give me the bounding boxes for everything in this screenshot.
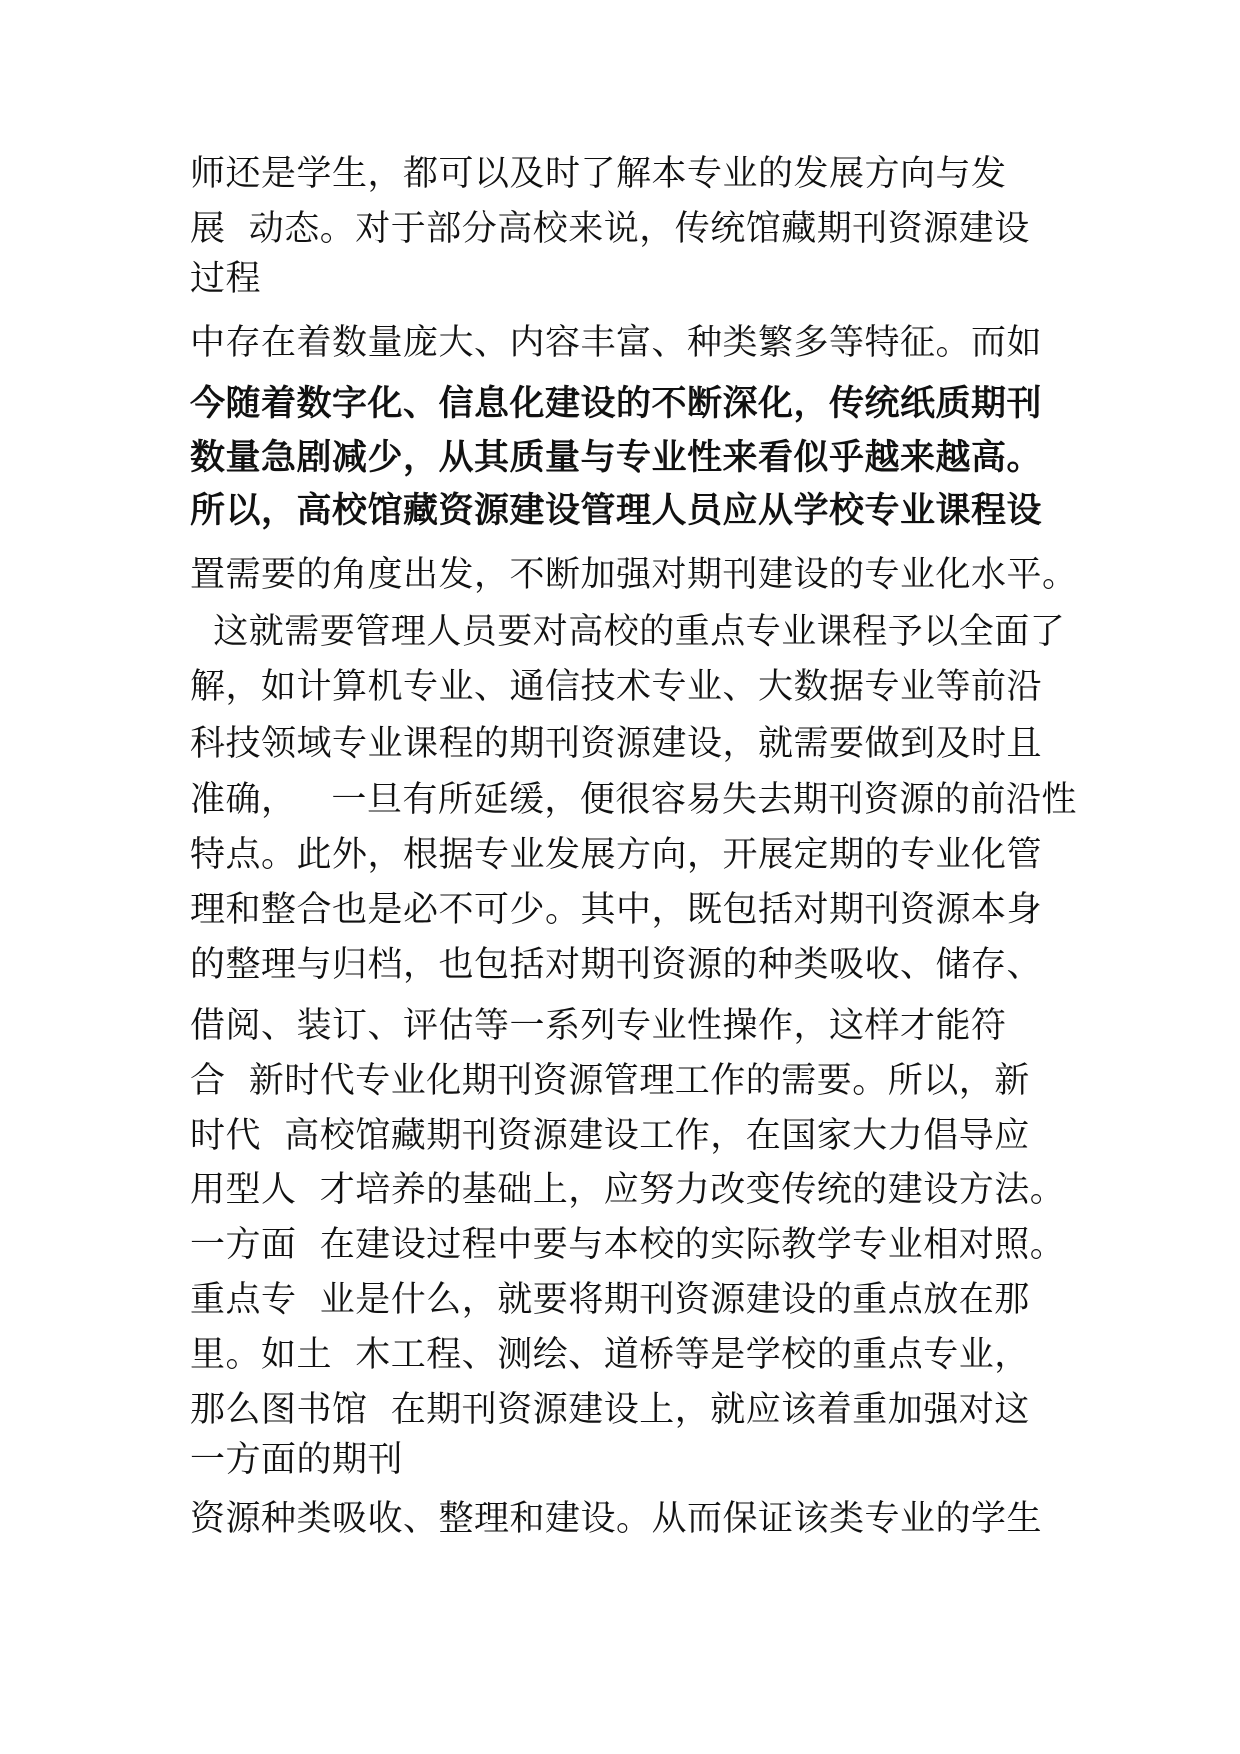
text-line: 置需要的角度出发，不断加强对期刊建设的专业化水平。 (190, 555, 1078, 595)
text-line: 用型人 才培养的基础上，应努力改变传统的建设方法。 (190, 1170, 1066, 1210)
text-line: 解，如计算机专业、通信技术专业、大数据专业等前沿 (190, 667, 1043, 707)
text-line: 师还是学生，都可以及时了解本专业的发展方向与发 (190, 154, 1007, 194)
text-line: 中存在着数量庞大、内容丰富、种类繁多等特征。而如 (190, 323, 1043, 363)
text-line-bold: 所以，高校馆藏资源建设管理人员应从学校专业课程设 (190, 491, 1043, 531)
text-line: 理和整合也是必不可少。其中，既包括对期刊资源本身 (190, 890, 1043, 930)
text-line: 特点。此外，根据专业发展方向，开展定期的专业化管 (190, 835, 1043, 875)
text-line: 的整理与归档，也包括对期刊资源的种类吸收、储存、 (190, 945, 1043, 985)
text-line: 里。如土 木工程、测绘、道桥等是学校的重点专业， (190, 1335, 1030, 1375)
text-line: 过程 (190, 259, 262, 299)
text-line: 那么图书馆 在期刊资源建设上，就应该着重加强对这 (190, 1390, 1030, 1430)
text-line: 重点专 业是什么，就要将期刊资源建设的重点放在那 (190, 1280, 1030, 1320)
text-line: 展 动态。对于部分高校来说，传统馆藏期刊资源建设 (190, 209, 1030, 249)
text-line-bold: 今随着数字化、信息化建设的不断深化，传统纸质期刊 (190, 384, 1043, 424)
text-line: 科技领域专业课程的期刊资源建设，就需要做到及时且 (190, 724, 1043, 764)
text-line: 合 新时代专业化期刊资源管理工作的需要。所以，新 (190, 1061, 1030, 1101)
text-line: 资源种类吸收、整理和建设。从而保证该类专业的学生 (190, 1499, 1043, 1539)
text-line: 这就需要管理人员要对高校的重点专业课程予以全面了 (190, 612, 1066, 652)
text-line: 时代 高校馆藏期刊资源建设工作，在国家大力倡导应 (190, 1116, 1030, 1156)
text-line: 一方面的期刊 (190, 1440, 404, 1480)
text-line: 准确， 一旦有所延缓，便很容易失去期刊资源的前沿性 (190, 780, 1077, 820)
text-line: 借阅、装订、评估等一系列专业性操作，这样才能符 (190, 1006, 1007, 1046)
text-line: 一方面 在建设过程中要与本校的实际教学专业相对照。 (190, 1225, 1066, 1265)
text-line-bold: 数量急剧减少，从其质量与专业性来看似乎越来越高。 (190, 438, 1043, 478)
